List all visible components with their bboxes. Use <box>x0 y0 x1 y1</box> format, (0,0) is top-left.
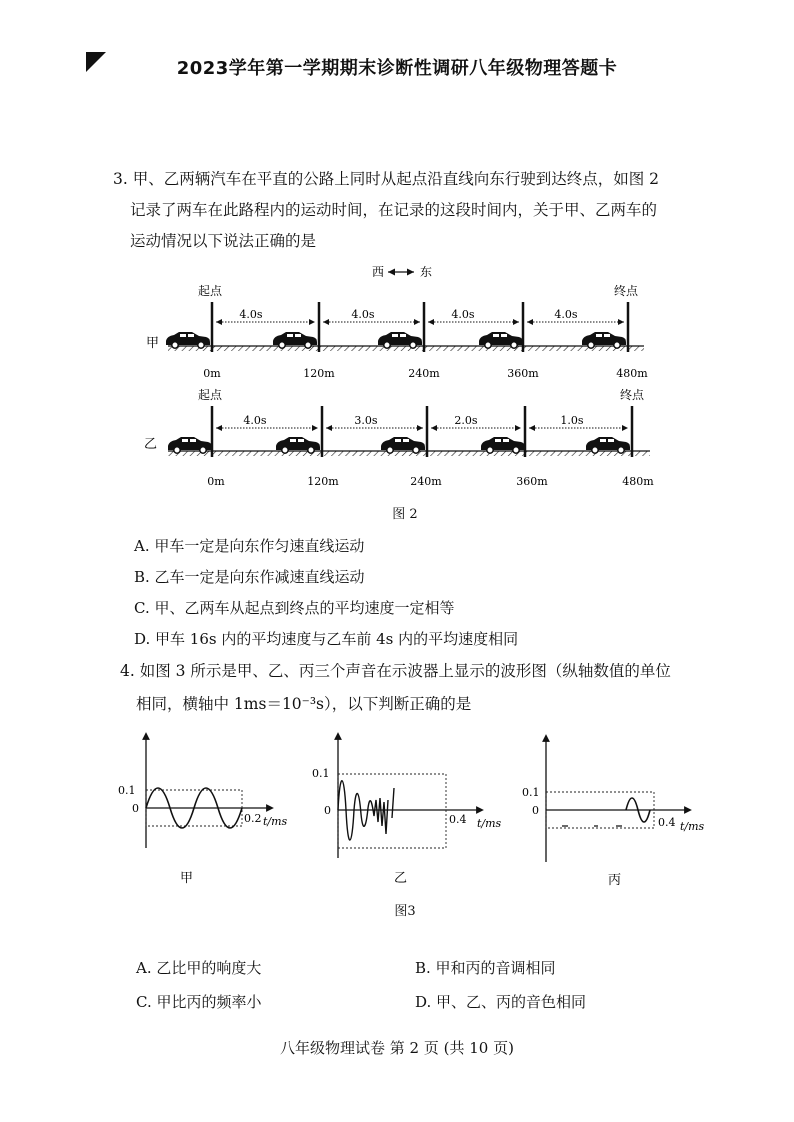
plot-jia-y-tick: 0.1 <box>118 784 136 797</box>
track-yi-road <box>168 451 650 456</box>
plot-yi-x-tick: 0.4 <box>449 813 467 826</box>
track-yi-time-2: 3.0s <box>354 414 378 427</box>
plot-yi-name: 乙 <box>394 871 408 886</box>
plot-jia-x-tick: 0.2 <box>244 812 262 825</box>
q3-option-c[interactable]: C. 甲、乙两车从起点到终点的平均速度一定相等 <box>134 599 455 617</box>
waveform-plot-bing <box>522 738 705 888</box>
track-yi-name: 乙 <box>144 437 158 452</box>
waveform-plot-yi <box>312 736 502 886</box>
plot-bing-origin: 0 <box>532 804 539 817</box>
track-jia-dist-360: 360m <box>507 367 539 380</box>
q4-stem-line-2: 相同，横轴中 1ms＝10⁻³s），以下判断正确的是 <box>136 695 472 713</box>
q4-option-a[interactable]: A. 乙比甲的响度大 <box>136 959 262 977</box>
plot-bing-x-tick: 0.4 <box>658 816 676 829</box>
track-yi-time-3: 2.0s <box>454 414 478 427</box>
figure-2-car-tracks <box>140 258 670 496</box>
direction-east: 东 <box>420 265 433 279</box>
figure-2-caption: 图 2 <box>392 507 418 522</box>
track-yi-start-label: 起点 <box>198 388 223 402</box>
track-jia-time-3: 4.0s <box>451 308 475 321</box>
figure-3-waveforms <box>110 730 720 895</box>
q4-option-d[interactable]: D. 甲、乙、丙的音色相同 <box>415 993 587 1011</box>
track-jia-dist-240: 240m <box>408 367 440 380</box>
q3-option-b[interactable]: B. 乙车一定是向东作减速直线运动 <box>134 568 365 586</box>
track-jia-start-label: 起点 <box>198 284 223 298</box>
track-jia-time-2: 4.0s <box>351 308 375 321</box>
plot-yi-y-tick: 0.1 <box>312 767 330 780</box>
waveform-plot-jia <box>118 736 288 886</box>
plot-bing-y-tick: 0.1 <box>522 786 540 799</box>
track-jia-road <box>168 346 644 351</box>
track-yi-dist-240: 240m <box>410 475 442 488</box>
track-yi-dist-480: 480m <box>622 475 654 488</box>
track-jia-end-label: 终点 <box>614 284 639 298</box>
q4-option-b[interactable]: B. 甲和丙的音调相同 <box>415 959 556 977</box>
q3-option-a[interactable]: A. 甲车一定是向东作匀速直线运动 <box>134 537 365 555</box>
q3-stem-line-2: 记录了两车在此路程内的运动时间，在记录的这段时间内，关于甲、乙两车的 <box>130 201 658 219</box>
plot-jia-x-unit: t/ms <box>263 815 288 828</box>
track-jia-dist-480: 480m <box>616 367 648 380</box>
figure-3-caption: 图3 <box>394 904 416 919</box>
track-jia-dist-0: 0m <box>203 367 221 380</box>
track-yi-time-4: 1.0s <box>560 414 584 427</box>
track-yi-end-label: 终点 <box>620 388 645 402</box>
track-yi-dist-360: 360m <box>516 475 548 488</box>
track-yi-time-1: 4.0s <box>243 414 267 427</box>
q4-stem-line-1: 4. 如图 3 所示是甲、乙、丙三个声音在示波器上显示的波形图（纵轴数值的单位 <box>120 662 671 680</box>
track-jia-time-1: 4.0s <box>239 308 263 321</box>
plot-yi-origin: 0 <box>324 804 331 817</box>
track-jia-dist-120: 120m <box>303 367 335 380</box>
track-jia-name: 甲 <box>146 336 160 351</box>
page-title: 2023学年第一学期期末诊断性调研八年级物理答题卡 <box>176 58 618 79</box>
track-yi-dist-0: 0m <box>207 475 225 488</box>
plot-bing-name: 丙 <box>608 873 622 888</box>
q3-option-d[interactable]: D. 甲车 16s 内的平均速度与乙车前 4s 内的平均速度相同 <box>134 630 519 648</box>
direction-west: 西 <box>372 265 385 279</box>
page-footer: 八年级物理试卷 第 2 页 (共 10 页) <box>280 1039 514 1057</box>
plot-yi-x-unit: t/ms <box>477 817 502 830</box>
plot-jia-name: 甲 <box>180 871 194 886</box>
q4-option-c[interactable]: C. 甲比丙的频率小 <box>136 993 262 1011</box>
plot-jia-origin: 0 <box>132 802 139 815</box>
q3-stem-line-1: 3. 甲、乙两辆汽车在平直的公路上同时从起点沿直线向东行驶到达终点，如图 2 <box>113 170 660 188</box>
q3-stem-line-3: 运动情况以下说法正确的是 <box>130 232 317 250</box>
track-jia-time-4: 4.0s <box>554 308 578 321</box>
track-yi-dist-120: 120m <box>307 475 339 488</box>
plot-bing-x-unit: t/ms <box>680 820 705 833</box>
